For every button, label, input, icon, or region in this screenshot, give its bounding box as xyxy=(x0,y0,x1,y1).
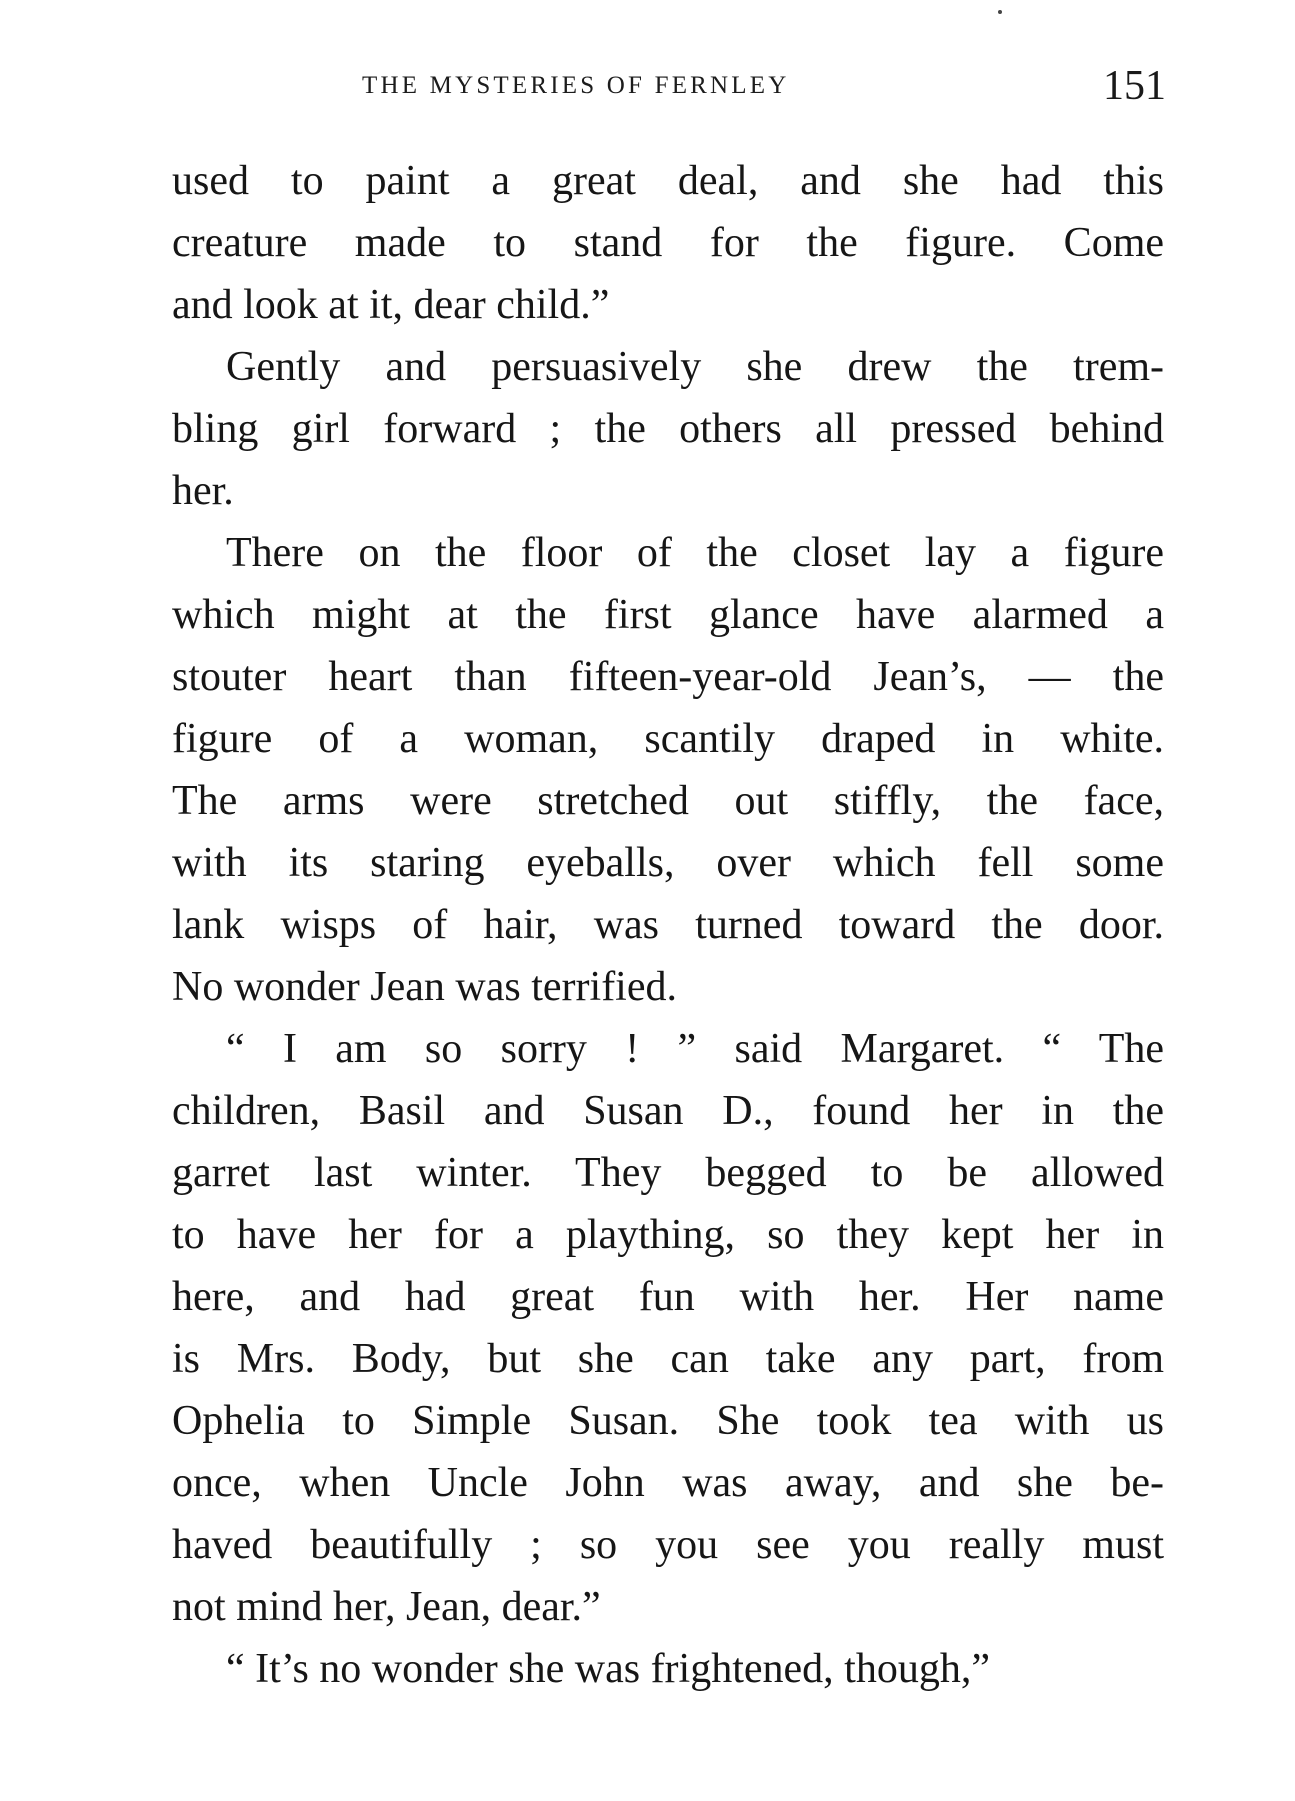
text-line: figure of a woman, scantily draped in white. xyxy=(172,716,1164,762)
running-title: THE MYSTERIES OF FERNLEY xyxy=(362,72,790,99)
text-line: with its staring eyeballs, over which fell some xyxy=(172,840,1164,886)
paragraph xyxy=(172,522,1164,1018)
body-text xyxy=(172,150,1164,1700)
text-line: her. xyxy=(172,468,234,514)
text-line: “ It’s no wonder she was frightened, though,” xyxy=(226,1646,990,1692)
paragraph xyxy=(172,336,1164,522)
text-line: “ I am so sorry ! ” said Margaret. “ The xyxy=(226,1026,1164,1072)
paragraph xyxy=(172,1638,1164,1700)
text-line: There on the floor of the closet lay a figure xyxy=(226,530,1164,576)
text-line: garret last winter. They begged to be allowed xyxy=(172,1150,1164,1196)
text-line: used to paint a great deal, and she had this xyxy=(172,158,1164,204)
text-line: here, and had great fun with her. Her name xyxy=(172,1274,1164,1320)
text-line: Gently and persuasively she drew the trem- xyxy=(226,344,1164,390)
text-line: and look at it, dear child.” xyxy=(172,282,610,328)
text-line: to have her for a plaything, so they kept her in xyxy=(172,1212,1164,1258)
text-line: stouter heart than fifteen-year-old Jean’s, — the xyxy=(172,654,1164,700)
text-line: Ophelia to Simple Susan. She took tea with us xyxy=(172,1398,1164,1444)
text-line: bling girl forward ; the others all pressed behind xyxy=(172,406,1164,452)
text-line: haved beautifully ; so you see you really must xyxy=(172,1522,1164,1568)
page-number: 151 xyxy=(1103,63,1166,109)
running-head xyxy=(172,64,1172,112)
text-line: creature made to stand for the figure. Come xyxy=(172,220,1164,266)
text-line: children, Basil and Susan D., found her in the xyxy=(172,1088,1164,1134)
paragraph xyxy=(172,150,1164,336)
text-line: is Mrs. Body, but she can take any part, from xyxy=(172,1336,1164,1382)
print-speck xyxy=(998,10,1002,14)
text-line: once, when Uncle John was away, and she be- xyxy=(172,1460,1164,1506)
text-line: not mind her, Jean, dear.” xyxy=(172,1584,601,1630)
text-line: The arms were stretched out stiffly, the face, xyxy=(172,778,1164,824)
text-line: lank wisps of hair, was turned toward the door. xyxy=(172,902,1164,948)
text-line: which might at the first glance have alarmed a xyxy=(172,592,1164,638)
text-line: No wonder Jean was terrified. xyxy=(172,964,677,1010)
paragraph xyxy=(172,1018,1164,1638)
